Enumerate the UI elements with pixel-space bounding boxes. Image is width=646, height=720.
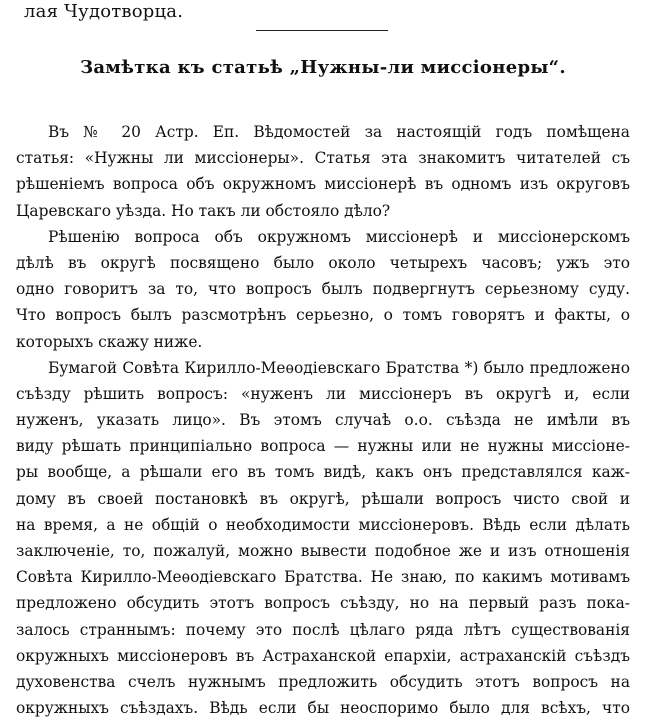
- text-line: окружныхъ миссіонеровъ въ Астраханской епархіи, астраханскій съѣздъ: [16, 646, 630, 665]
- text-line: духовенства счелъ нужнымъ предложить обсудить этотъ вопросъ на: [16, 672, 630, 691]
- text-line: Что вопросъ былъ разсмотрѣнъ серьезно, о томъ говорятъ и факты, о: [16, 306, 630, 325]
- text-line: Въ № 20 Астр. Еп. Вѣдомостей за настоящій годъ помѣщена: [48, 123, 630, 141]
- text-line: которыхъ скажу ниже.: [16, 332, 203, 351]
- previous-text-fragment: лая Чудотворца.: [24, 1, 184, 22]
- text-line: нуженъ, указать лицо». Въ этомъ случаѣ о.о. съѣзда не имѣли въ: [16, 411, 630, 430]
- text-line: Совѣта Кирилло-Меѳодіевскаго Братства. Не знаю, по какимъ мотивамъ: [16, 568, 630, 587]
- text-line: съѣзду рѣшить вопросъ: «нуженъ ли миссіонеръ въ округѣ и, если: [16, 384, 630, 403]
- text-line: залось страннымъ: почему это послѣ цѣлаго ряда лѣтъ существованія: [16, 620, 630, 639]
- text-line: окружныхъ съѣздахъ. Вѣдь если бы неоспоримо было для всѣхъ, что: [16, 699, 630, 718]
- text-line: на время, а не общій о необходимости миссіонеровъ. Вѣдь если дѣлать: [16, 515, 630, 534]
- text-line: Царевскаго уѣзда. Но такъ ли обстояло дѣло?: [16, 201, 391, 220]
- text-line: статья: «Нужны ли миссіонеры». Статья эта знакомитъ читателей съ: [16, 149, 630, 168]
- text-line: ры вообще, а рѣшали его въ томъ видѣ, какъ онъ представлялся каж-: [16, 463, 630, 482]
- text-line: одно говоритъ за то, что вопросъ былъ подвергнутъ серьезному суду.: [16, 280, 630, 299]
- article-title: Замѣтка къ статьѣ „Нужны-ли миссіонеры“.: [80, 57, 566, 78]
- text-line: Бумагой Совѣта Кирилло-Меѳодіевскаго Братства *) было предложено: [48, 358, 630, 377]
- article-body: [16, 119, 630, 720]
- section-separator: [256, 30, 388, 31]
- text-line: дѣлѣ въ округѣ посвящено было около четырехъ часовъ; ужъ это: [16, 253, 630, 272]
- text-line: виду рѣшать принципіально вопроса — нужны или не нужны миссіоне-: [16, 437, 630, 456]
- text-line: предложено обсудить этотъ вопросъ съѣзду, но на первый разъ пока-: [16, 594, 630, 613]
- text-line: Рѣшенію вопроса объ окружномъ миссіонерѣ и миссіонерскомъ: [48, 227, 630, 246]
- text-line: дому въ своей постановкѣ въ округѣ, рѣшали вопросъ чисто свой и: [16, 489, 630, 508]
- text-line: заключеніе, то, пожалуй, можно вывести подобное же и изъ отношенія: [16, 542, 630, 560]
- text-line: рѣшеніемъ вопроса объ окружномъ миссіонерѣ въ одномъ изъ округовъ: [16, 175, 630, 194]
